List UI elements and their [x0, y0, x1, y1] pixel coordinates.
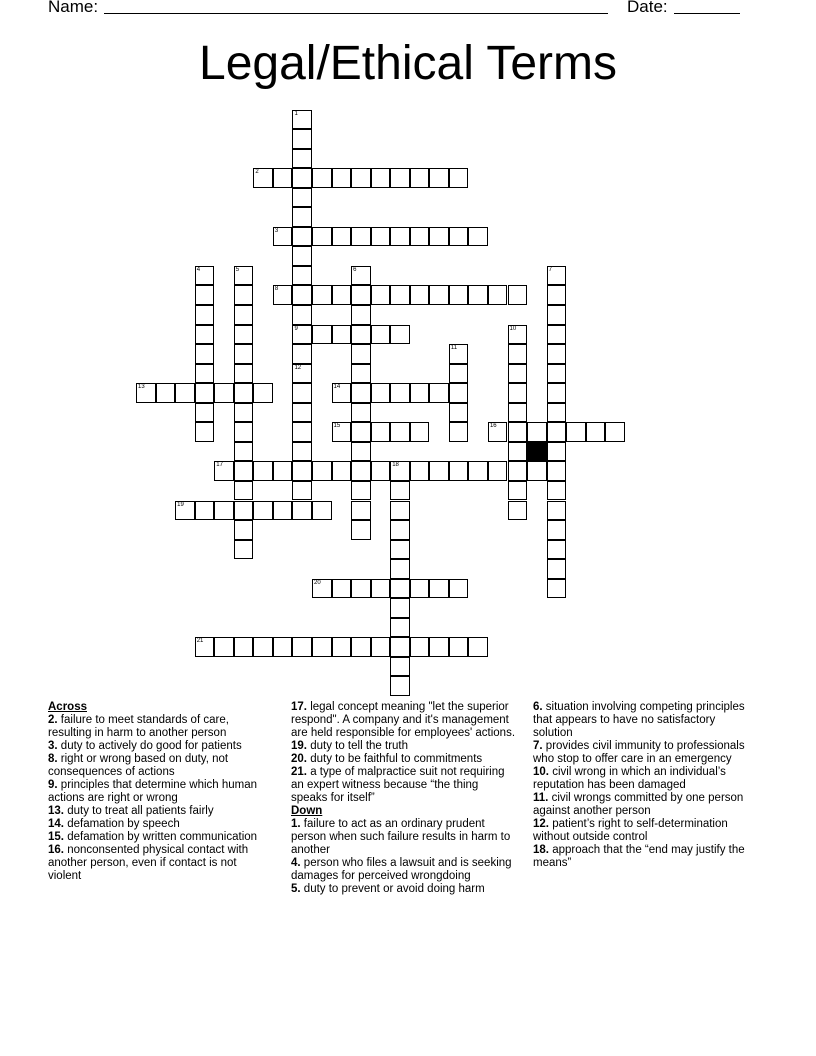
grid-cell[interactable] — [390, 618, 410, 638]
clue-number: 13 — [138, 384, 145, 391]
down-heading: Down — [291, 805, 323, 817]
grid-cell[interactable] — [351, 579, 371, 599]
grid-cell[interactable] — [508, 325, 528, 345]
grid-cell[interactable] — [195, 266, 215, 286]
clue-number: 10 — [509, 325, 517, 332]
grid-cell[interactable] — [312, 168, 332, 188]
clue-down-1: 1. failure to act as an ordinary prudent person when such failure results in harm to another — [291, 818, 511, 856]
grid-cell[interactable] — [508, 403, 528, 423]
grid-cell[interactable] — [488, 422, 508, 442]
grid-cell[interactable] — [234, 461, 254, 481]
grid-cell[interactable] — [312, 501, 332, 521]
clue-across-13: 13. duty to treat all patients fairly — [48, 805, 214, 817]
clue-down-4: 4. person who files a lawsuit and is seeking damages for perceived wrongdoing — [291, 857, 512, 882]
grid-cell[interactable] — [508, 344, 528, 364]
grid-cell[interactable] — [234, 403, 254, 423]
grid-cell[interactable] — [390, 285, 410, 305]
grid-cell[interactable] — [332, 383, 352, 403]
grid-cell[interactable] — [175, 383, 195, 403]
grid-cell[interactable] — [390, 559, 410, 579]
clue-number: 19 — [177, 501, 184, 508]
grid-cell[interactable] — [547, 285, 567, 305]
grid-cell[interactable] — [449, 422, 469, 442]
grid-cell[interactable] — [273, 227, 293, 247]
clue-across-19: 19. duty to tell the truth — [291, 740, 409, 752]
clue-number: 17 — [216, 462, 223, 469]
grid-cell[interactable] — [292, 168, 312, 188]
grid-cell[interactable] — [547, 344, 567, 364]
grid-cell[interactable] — [605, 422, 625, 442]
grid-cell[interactable] — [351, 227, 371, 247]
grid-cell[interactable] — [195, 305, 215, 325]
grid-cell[interactable] — [449, 344, 469, 364]
grid-cell[interactable] — [351, 285, 371, 305]
grid-cell[interactable] — [292, 305, 312, 325]
grid-cell[interactable] — [508, 442, 528, 462]
grid-cell[interactable] — [253, 637, 273, 657]
grid-cell[interactable] — [468, 285, 488, 305]
grid-cell[interactable] — [234, 325, 254, 345]
grid-cell[interactable] — [234, 383, 254, 403]
grid-cell[interactable] — [351, 501, 371, 521]
grid-cell[interactable] — [234, 520, 254, 540]
grid-cell[interactable] — [253, 461, 273, 481]
grid-cell[interactable] — [390, 657, 410, 677]
clue-number: 11 — [450, 345, 458, 352]
grid-cell[interactable] — [292, 637, 312, 657]
grid-cell[interactable] — [292, 461, 312, 481]
clue-number: 12 — [294, 364, 302, 371]
grid-cell[interactable] — [390, 461, 410, 481]
clue-number: 7 — [548, 266, 552, 273]
grid-cell[interactable] — [508, 461, 528, 481]
grid-cell[interactable] — [292, 110, 312, 130]
across-heading: Across — [48, 701, 87, 713]
grid-cell[interactable] — [351, 266, 371, 286]
grid-cell[interactable] — [292, 383, 312, 403]
grid-cell[interactable] — [410, 227, 430, 247]
grid-cell[interactable] — [253, 168, 273, 188]
clue-across-8: 8. right or wrong based on duty, not consequences of actions — [48, 753, 229, 778]
grid-cell[interactable] — [547, 481, 567, 501]
grid-cell[interactable] — [214, 637, 234, 657]
grid-cell[interactable] — [566, 422, 586, 442]
clue-across-2: 2. failure to meet standards of care, resulting in harm to another person — [48, 714, 229, 739]
grid-cell[interactable] — [273, 461, 293, 481]
grid-cell[interactable] — [449, 383, 469, 403]
grid-cell[interactable] — [273, 285, 293, 305]
grid-cell[interactable] — [195, 403, 215, 423]
grid-cell[interactable] — [410, 461, 430, 481]
grid-cell[interactable] — [351, 481, 371, 501]
grid-cell[interactable] — [351, 520, 371, 540]
grid-cell[interactable] — [332, 168, 352, 188]
grid-cell[interactable] — [292, 285, 312, 305]
grid-cell[interactable] — [351, 637, 371, 657]
grid-cell[interactable] — [488, 461, 508, 481]
grid-cell[interactable] — [429, 168, 449, 188]
grid-cell[interactable] — [351, 442, 371, 462]
grid-cell[interactable] — [410, 383, 430, 403]
grid-cell[interactable] — [175, 501, 195, 521]
grid-cell[interactable] — [234, 481, 254, 501]
grid-cell[interactable] — [371, 461, 391, 481]
grid-cell[interactable] — [195, 325, 215, 345]
grid-cell[interactable] — [547, 540, 567, 560]
grid-cell[interactable] — [292, 227, 312, 247]
grid-cell[interactable] — [351, 305, 371, 325]
grid-cell[interactable] — [527, 422, 547, 442]
clue-number: 1 — [294, 110, 298, 117]
grid-cell[interactable] — [468, 227, 488, 247]
grid-cell[interactable] — [332, 325, 352, 345]
grid-cell[interactable] — [390, 520, 410, 540]
clue-across-9: 9. principles that determine which human actions are right or wrong — [48, 779, 258, 804]
clue-down-6: 6. situation involving competing principles that appears to have no satisfactory solution — [533, 701, 745, 739]
grid-cell[interactable] — [214, 383, 234, 403]
date-label: Date: — [627, 0, 668, 16]
clue-column-3 — [533, 701, 758, 870]
grid-cell[interactable] — [429, 227, 449, 247]
grid-cell[interactable] — [332, 422, 352, 442]
grid-cell[interactable] — [527, 461, 547, 481]
grid-cell[interactable] — [234, 305, 254, 325]
grid-cell[interactable] — [273, 168, 293, 188]
grid-cell[interactable] — [390, 540, 410, 560]
grid-cell[interactable] — [292, 344, 312, 364]
grid-cell[interactable] — [449, 364, 469, 384]
clue-across-21: 21. a type of malpractice suit not requiring an expert witness because “the thing speaks for itself” — [291, 766, 505, 804]
grid-cell[interactable] — [488, 285, 508, 305]
grid-cell[interactable] — [292, 442, 312, 462]
grid-cell[interactable] — [508, 501, 528, 521]
grid-cell[interactable] — [351, 403, 371, 423]
grid-cell[interactable] — [195, 364, 215, 384]
grid-cell[interactable] — [332, 285, 352, 305]
clue-across-3: 3. duty to actively do good for patients — [48, 740, 242, 752]
clue-number: 8 — [274, 286, 279, 293]
grid-cell[interactable] — [449, 461, 469, 481]
grid-cell[interactable] — [292, 266, 312, 286]
grid-cell[interactable] — [449, 285, 469, 305]
grid-cell[interactable] — [410, 579, 430, 599]
grid-cell[interactable] — [332, 461, 352, 481]
grid-cell[interactable] — [195, 422, 215, 442]
grid-cell[interactable] — [390, 383, 410, 403]
grid-cell[interactable] — [390, 637, 410, 657]
grid-cell[interactable] — [410, 285, 430, 305]
grid-cell[interactable] — [234, 422, 254, 442]
clue-number: 16 — [489, 423, 497, 430]
grid-cell[interactable] — [292, 364, 312, 384]
grid-cell[interactable] — [429, 285, 449, 305]
grid-cell[interactable] — [214, 461, 234, 481]
clue-across-20: 20. duty to be faithful to commitments — [291, 753, 483, 765]
grid-cell[interactable] — [390, 227, 410, 247]
grid-cell[interactable] — [351, 461, 371, 481]
grid-cell[interactable] — [292, 129, 312, 149]
grid-cell[interactable] — [449, 637, 469, 657]
name-label: Name: — [48, 0, 99, 16]
clue-down-11: 11. civil wrongs committed by one person against another person — [533, 792, 744, 817]
grid-cell[interactable] — [547, 403, 567, 423]
grid-cell[interactable] — [508, 383, 528, 403]
grid-cell[interactable] — [351, 383, 371, 403]
grid-cell[interactable] — [292, 325, 312, 345]
grid-cell[interactable] — [547, 266, 567, 286]
grid-cell[interactable] — [390, 481, 410, 501]
grid-cell[interactable] — [429, 579, 449, 599]
clue-down-5: 5. duty to prevent or avoid doing harm — [291, 883, 485, 895]
grid-cell[interactable] — [234, 266, 254, 286]
clue-across-17: 17. legal concept meaning "let the superior respond". A company and it's management are held responsible for employees' actions. — [291, 701, 516, 739]
clue-down-18: 18. approach that the “end may justify the means” — [533, 844, 745, 869]
grid-cell[interactable] — [547, 383, 567, 403]
clue-across-14: 14. defamation by speech — [48, 818, 180, 830]
grid-cell[interactable] — [234, 364, 254, 384]
clue-across-15: 15. defamation by written communication — [48, 831, 258, 843]
grid-cell[interactable] — [332, 227, 352, 247]
grid-cell[interactable] — [136, 383, 156, 403]
grid-cell[interactable] — [195, 285, 215, 305]
clue-number: 6 — [353, 266, 357, 273]
clue-number: 4 — [196, 266, 201, 273]
grid-cell[interactable] — [547, 520, 567, 540]
grid-cell[interactable] — [312, 227, 332, 247]
grid-cell[interactable] — [195, 637, 215, 657]
grid-cell[interactable] — [449, 579, 469, 599]
grid-cell[interactable] — [508, 285, 528, 305]
grid-cell[interactable] — [332, 637, 352, 657]
grid-cell[interactable] — [312, 579, 332, 599]
grid-cell[interactable] — [273, 637, 293, 657]
grid-cell[interactable] — [449, 227, 469, 247]
grid-cell[interactable] — [371, 422, 391, 442]
grid-cell[interactable] — [292, 422, 312, 442]
grid-cell[interactable] — [253, 383, 273, 403]
grid-cell[interactable] — [508, 364, 528, 384]
grid-cell[interactable] — [547, 501, 567, 521]
grid-cell[interactable] — [390, 168, 410, 188]
grid-cell[interactable] — [273, 501, 293, 521]
grid-cell[interactable] — [234, 285, 254, 305]
grid-cell[interactable] — [371, 285, 391, 305]
grid-cell[interactable] — [390, 598, 410, 618]
black-cell — [527, 442, 547, 462]
clue-column-1 — [48, 701, 273, 883]
grid-cell[interactable] — [547, 305, 567, 325]
clue-number: 14 — [333, 384, 341, 391]
grid-cell[interactable] — [390, 325, 410, 345]
grid-cell[interactable] — [234, 540, 254, 560]
grid-cell[interactable] — [292, 403, 312, 423]
grid-cell[interactable] — [508, 422, 528, 442]
grid-cell[interactable] — [292, 207, 312, 227]
grid-cell[interactable] — [371, 383, 391, 403]
grid-cell[interactable] — [547, 325, 567, 345]
grid-cell[interactable] — [410, 168, 430, 188]
grid-cell[interactable] — [195, 344, 215, 364]
grid-cell[interactable] — [410, 637, 430, 657]
clue-number: 21 — [196, 638, 204, 645]
grid-cell[interactable] — [547, 461, 567, 481]
grid-cell[interactable] — [390, 422, 410, 442]
grid-cell[interactable] — [390, 676, 410, 696]
clue-number: 5 — [235, 266, 240, 273]
grid-cell[interactable] — [429, 637, 449, 657]
grid-cell[interactable] — [234, 637, 254, 657]
grid-cell[interactable] — [449, 403, 469, 423]
clue-across-16: 16. nonconsented physical contact with another person, even if contact is not violent — [48, 844, 249, 882]
clue-column-2 — [291, 701, 516, 896]
grid-cell[interactable] — [547, 579, 567, 599]
grid-cell[interactable] — [390, 579, 410, 599]
grid-cell[interactable] — [410, 422, 430, 442]
grid-cell[interactable] — [312, 285, 332, 305]
clue-number: 15 — [333, 423, 341, 430]
grid-cell[interactable] — [332, 579, 352, 599]
clue-down-7: 7. provides civil immunity to professionals who stop to offer care in an emergency — [533, 740, 745, 765]
grid-cell[interactable] — [292, 188, 312, 208]
grid-cell[interactable] — [312, 461, 332, 481]
grid-cell[interactable] — [253, 501, 273, 521]
clue-number: 20 — [314, 579, 321, 586]
grid-cell[interactable] — [292, 481, 312, 501]
grid-cell[interactable] — [312, 637, 332, 657]
grid-cell[interactable] — [195, 383, 215, 403]
page-title: Legal/Ethical Terms — [199, 37, 617, 90]
grid-cell[interactable] — [351, 344, 371, 364]
grid-cell[interactable] — [351, 325, 371, 345]
grid-cell[interactable] — [371, 579, 391, 599]
grid-cell[interactable] — [547, 442, 567, 462]
grid-cell[interactable] — [195, 501, 215, 521]
grid-cell[interactable] — [292, 149, 312, 169]
grid-cell[interactable] — [351, 168, 371, 188]
grid-cell[interactable] — [508, 481, 528, 501]
grid-cell[interactable] — [468, 461, 488, 481]
grid-cell[interactable] — [234, 442, 254, 462]
grid-cell[interactable] — [351, 422, 371, 442]
clue-number: 3 — [274, 227, 279, 234]
grid-cell[interactable] — [547, 559, 567, 579]
grid-cell[interactable] — [292, 501, 312, 521]
grid-cell[interactable] — [234, 501, 254, 521]
grid-cell[interactable] — [449, 168, 469, 188]
grid-cell[interactable] — [351, 364, 371, 384]
grid-cell[interactable] — [586, 422, 606, 442]
grid-cell[interactable] — [214, 501, 234, 521]
grid-cell[interactable] — [292, 246, 312, 266]
grid-cell[interactable] — [390, 501, 410, 521]
grid-cell[interactable] — [547, 422, 567, 442]
clue-number: 2 — [255, 169, 259, 176]
grid-cell[interactable] — [429, 383, 449, 403]
clue-down-12: 12. patient’s right to self-determination without outside control — [533, 818, 728, 843]
grid-cell[interactable] — [429, 461, 449, 481]
grid-cell[interactable] — [371, 325, 391, 345]
grid-cell[interactable] — [371, 637, 391, 657]
grid-cell[interactable] — [468, 637, 488, 657]
grid-cell[interactable] — [312, 325, 332, 345]
grid-cell[interactable] — [371, 227, 391, 247]
clue-down-10: 10. civil wrong in which an individual’s reputation has been damaged — [533, 766, 726, 791]
grid-cell[interactable] — [156, 383, 176, 403]
grid-cell[interactable] — [234, 344, 254, 364]
clue-number: 18 — [392, 462, 399, 469]
grid-cell[interactable] — [371, 168, 391, 188]
grid-cell[interactable] — [547, 364, 567, 384]
clue-number: 9 — [294, 325, 298, 332]
